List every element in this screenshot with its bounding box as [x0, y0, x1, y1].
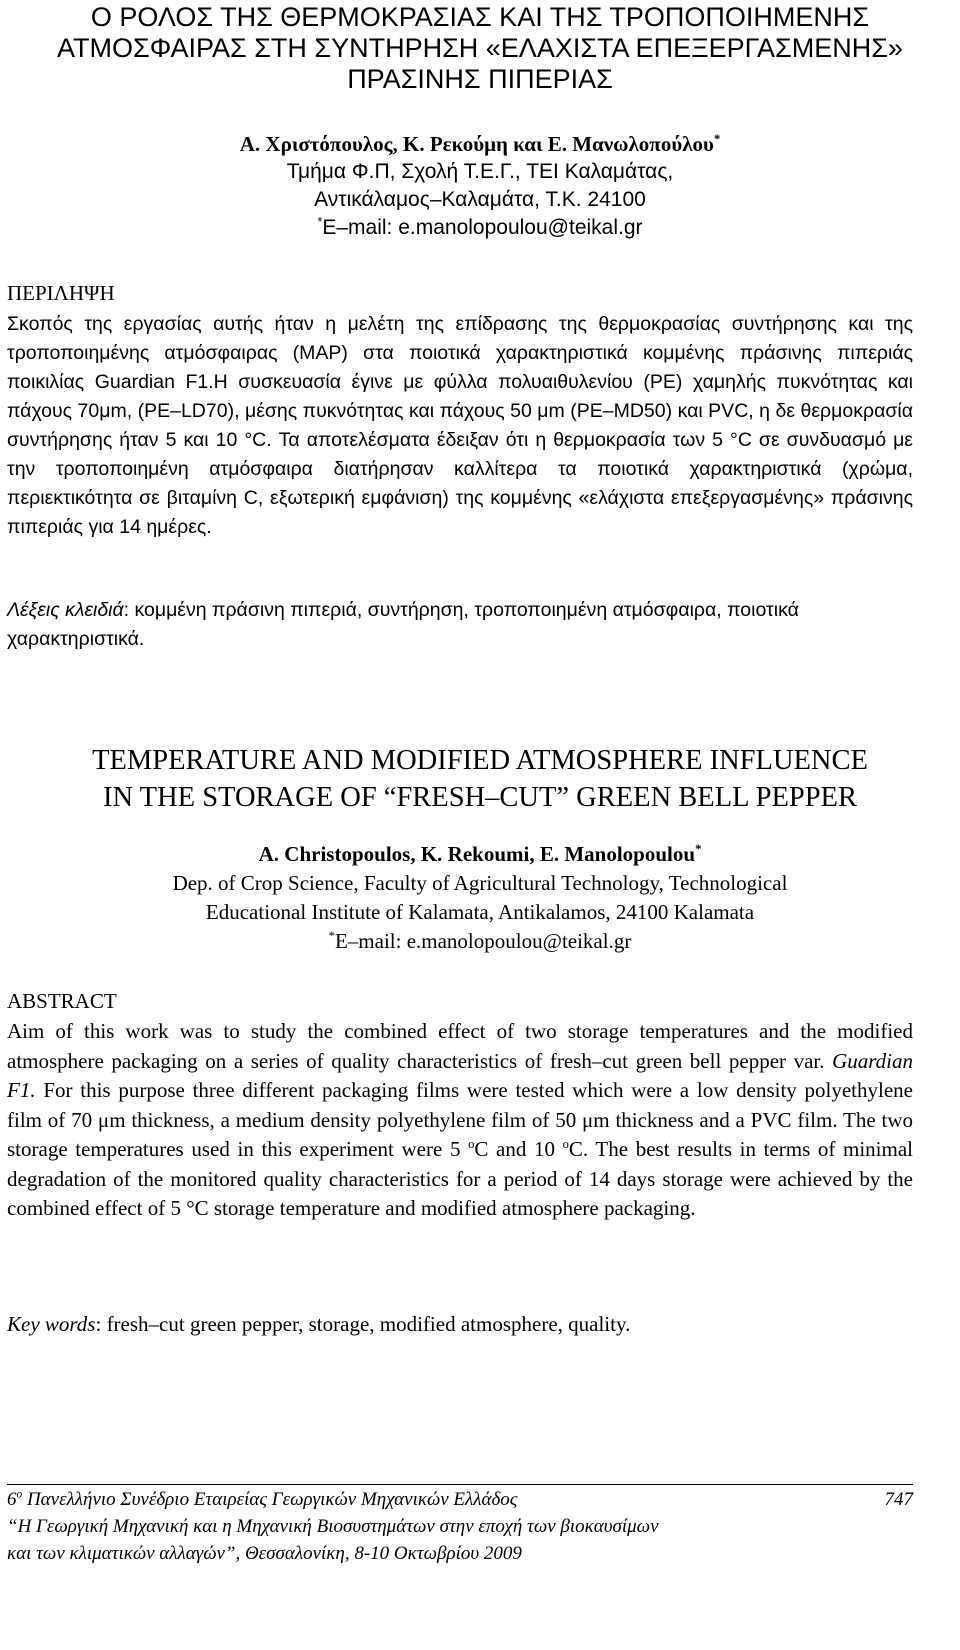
english-abstract-part-a: Aim of this work was to study the combined effect of two storage temperatures and the modified atmosphere packaging on a series of quality characteristics of fresh–cut green bell pepper var.	[7, 1019, 913, 1073]
english-affiliation-2: Educational Institute of Kalamata, Antikalamos, 24100 Kalamata	[205, 900, 755, 924]
english-title-line2: IN THE STORAGE OF “FRESH–CUT” GREEN BELL PEPPER	[103, 782, 857, 813]
footer-conf-title: Πανελλήνιο Συνέδριο Εταιρείας Γεωργικών Μηχανικών Ελλάδος	[22, 1489, 518, 1510]
greek-author-names: Α. Χριστόπουλος, Κ. Ρεκούμη και Ε. Μανωλοπούλου	[239, 132, 714, 156]
greek-keywords	[7, 596, 913, 654]
english-email-line	[0, 927, 960, 956]
english-author-asterisk: *	[695, 842, 702, 856]
english-email-asterisk: *	[328, 929, 335, 943]
english-abstract-variety: Guardian F1.	[7, 1048, 913, 1102]
english-title-line1: TEMPERATURE AND MODIFIED ATMOSPHERE INFLUENCE	[92, 745, 868, 776]
footer-conference	[7, 1486, 518, 1513]
english-author-block	[0, 840, 960, 956]
degree-sign-1: o	[468, 1137, 475, 1151]
english-abstract-part-c: C and 10	[474, 1137, 563, 1161]
greek-abstract-heading: ΠΕΡΙΛΗΨΗ	[7, 281, 115, 305]
greek-keywords-text: : κομμένη πράσινη πιπεριά, συντήρηση, τροποποιημένη ατμόσφαιρα, ποιοτικά χαρακτηριστικά.	[7, 599, 799, 650]
greek-author-asterisk: *	[713, 132, 721, 146]
greek-title: Ο ΡΟΛΟΣ ΤΗΣ ΘΕΡΜΟΚΡΑΣΙΑΣ ΚΑΙ ΤΗΣ ΤΡΟΠΟΠΟΙΗΜΕΝΗΣ ΑΤΜΟΣΦΑΙΡΑΣ ΣΤΗ ΣΥΝΤΗΡΗΣΗ «ΕΛΑΧΙΣΤΑ ΕΠΕΞΕΡΓΑΣΜΕΝΗΣ» ΠΡΑΣΙΝΗΣ ΠΙΠΕΡΙΑΣ	[57, 2, 903, 94]
english-abstract-text	[7, 1017, 913, 1224]
english-abstract-heading: ABSTRACT	[7, 989, 117, 1013]
greek-author-block	[0, 130, 960, 242]
footer-conf-number: 6	[7, 1489, 17, 1510]
greek-email-asterisk: *	[317, 215, 323, 229]
greek-authors	[0, 130, 960, 158]
page-footer	[7, 1486, 913, 1567]
english-title	[0, 742, 960, 816]
greek-email-line	[0, 214, 960, 242]
english-keywords-text: : fresh–cut green pepper, storage, modified atmosphere, quality.	[95, 1312, 631, 1336]
greek-abstract-part2: Τα αποτελέσματα έδειξαν ότι η θερμοκρασία των 5 °C σε συνδυασμό με την τροποποιημένη ατμόσφαιρα διατήρησαν καλλίτερα τα ποιοτικά χαρακτηριστικά (χρώμα, περιεκτικότητα σε βιταμίνη C, εξωτερική εμφάνιση) της κομμένης «ελάχιστα επεξεργασμένης» πράσινης πιπεριάς για 14 ημέρες.	[7, 429, 914, 538]
greek-keywords-label: Λέξεις κλειδιά	[7, 599, 124, 621]
greek-email: E–mail: e.manolopoulou@teikal.gr	[322, 216, 643, 239]
greek-affiliation-1: Τμήμα Φ.Π, Σχολή Τ.Ε.Γ., ΤΕΙ Καλαμάτας,	[286, 160, 674, 183]
greek-abstract-text	[7, 310, 913, 542]
footer-line-2: “Η Γεωργική Μηχανική και η Μηχανική Βιοσυστημάτων στην εποχή των βιοκαυσίμων	[7, 1516, 659, 1537]
english-keywords-label: Key words	[7, 1312, 96, 1336]
english-abstract	[7, 988, 913, 1224]
english-abstract-part-b: For this purpose three different packaging films were tested which were a low density polyethylene film of 70 μm thickness, a medium density polyethylene film of 50 μm thickness and a PVC film. The two storage temperatures used in this experiment were 5	[7, 1078, 913, 1161]
english-abstract-part-d: C. The best results in terms of minimal degradation of the monitored quality characteristics for a period of 14 days storage were achieved by the combined effect of 5 °C storage temperature and modified atmosphere packaging.	[7, 1137, 913, 1220]
footer-line-1	[7, 1486, 913, 1513]
english-authors	[0, 840, 960, 869]
english-email: E–mail: e.manolopoulou@teikal.gr	[334, 929, 632, 953]
greek-abstract-part1: Σκοπός της εργασίας αυτής ήταν η μελέτη της επίδρασης της θερμοκρασίας συντήρησης και της τροποποιημένης ατμόσφαιρας (MAP) στα ποιοτικά χαρακτηριστικά κομμένης πράσινης πιπεριάς ποικιλίας Guardian F1.Η συσκευασία έγινε με φύλλα πολυαιθυλενίου (PE) χαμηλής πυκνότητας και πάχους 70μm, (PE–LD70), μέσης πυκνότητας και πάχους 50 μm (PE–MD50) και PVC, η δε θερμοκρασία συντήρησης ήταν 5 και 10 °C.	[7, 313, 913, 451]
footer-divider	[7, 1484, 913, 1485]
english-keywords	[7, 1310, 913, 1339]
page-number: 747	[884, 1489, 913, 1510]
footer-conf-sup: ο	[16, 1488, 23, 1501]
english-affiliation-1: Dep. of Crop Science, Faculty of Agricultural Technology, Technological	[172, 871, 788, 895]
greek-abstract	[7, 280, 913, 542]
footer-line-3: και των κλιματικών αλλαγών”, Θεσσαλονίκη, 8-10 Οκτωβρίου 2009	[7, 1543, 522, 1564]
english-author-names: A. Christopoulos, K. Rekoumi, E. Manolopoulou	[258, 842, 696, 866]
greek-affiliation-2: Αντικάλαμος–Καλαμάτα, Τ.Κ. 24100	[314, 188, 646, 211]
degree-sign-2: o	[562, 1137, 569, 1151]
